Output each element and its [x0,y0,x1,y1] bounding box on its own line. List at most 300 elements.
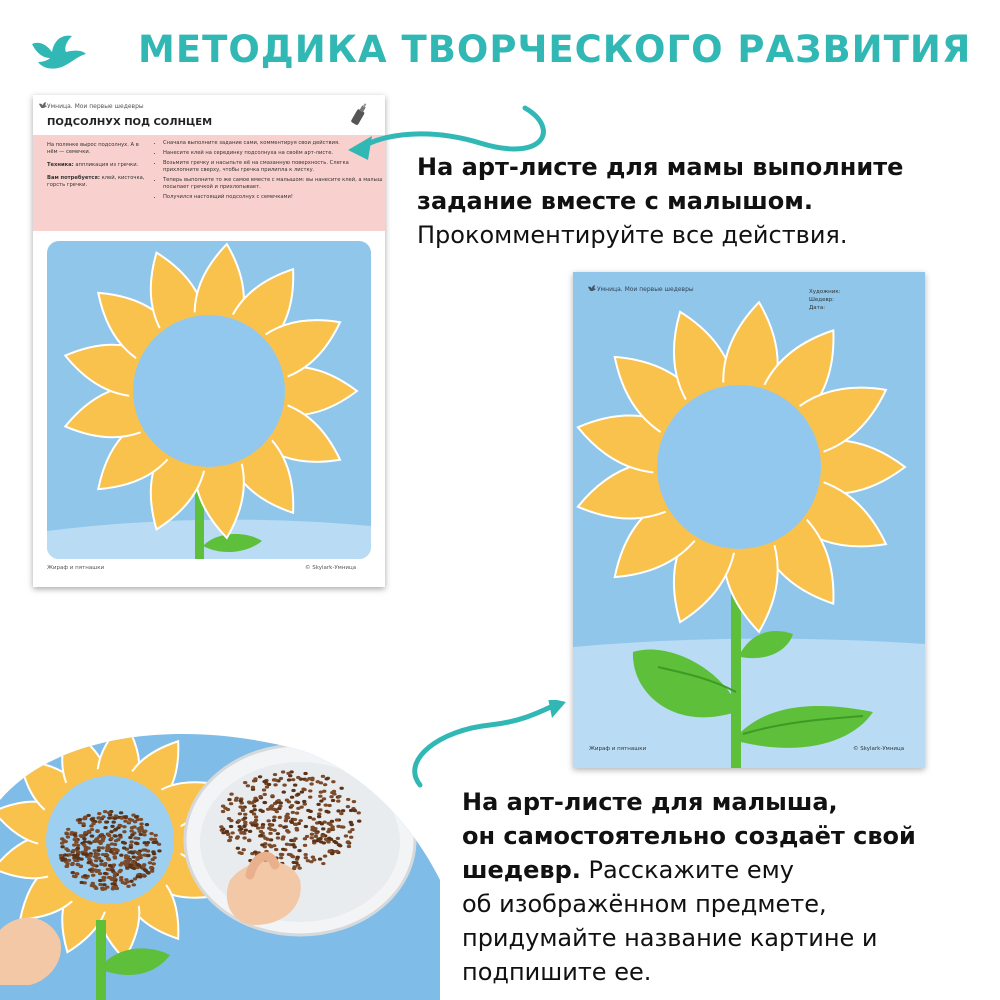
caption-child-line-5: придумайте название картине и [462,924,878,952]
buckwheat-grain [73,859,77,862]
buckwheat-grain [146,854,150,857]
buckwheat-grain [242,825,246,828]
buckwheat-grain [291,811,295,814]
buckwheat-grain [137,852,141,855]
buckwheat-grain [312,839,316,842]
buckwheat-grain [229,802,233,805]
buckwheat-grain [273,783,277,786]
buckwheat-grain [230,831,234,834]
buckwheat-grain [81,822,85,825]
buckwheat-grain [104,853,108,856]
buckwheat-grain [129,846,133,849]
buckwheat-grain [241,809,245,812]
caption-child-bold-2: он самостоятельно создаёт свой [462,822,916,850]
buckwheat-grain [97,857,101,860]
buckwheat-grain [82,817,86,820]
buckwheat-grain [324,803,328,806]
buckwheat-grain [272,819,276,822]
buckwheat-grain [294,823,298,826]
buckwheat-grain [97,869,101,872]
buckwheat-grain [102,836,106,839]
buckwheat-grain [310,836,314,839]
buckwheat-grain [94,838,98,841]
buckwheat-grain [135,875,139,878]
buckwheat-grain [107,816,111,819]
buckwheat-grain [311,855,315,858]
buckwheat-grain [119,879,123,882]
buckwheat-grain [87,858,91,861]
sheet-footer-left: Жираф и пятнашки [47,565,105,571]
buckwheat-grain [113,834,117,837]
buckwheat-grain [293,783,297,786]
buckwheat-grain [278,816,282,819]
buckwheat-grain [139,822,143,825]
buckwheat-grain [329,795,333,798]
buckwheat-grain [290,804,294,807]
buckwheat-grain [61,858,65,861]
buckwheat-grain [344,834,348,837]
buckwheat-grain [243,813,247,816]
buckwheat-grain [130,833,134,836]
buckwheat-grain [117,870,121,873]
buckwheat-grain [310,826,314,829]
brand-bird-icon [39,102,47,109]
buckwheat-grain [145,823,149,826]
buckwheat-grain [82,837,86,840]
buckwheat-grain [285,799,289,802]
buckwheat-grain [267,843,271,846]
buckwheat-grain [289,839,293,842]
buckwheat-grain [303,844,307,847]
buckwheat-grain [272,844,276,847]
buckwheat-grain [90,818,94,821]
buckwheat-grain [87,861,91,864]
buckwheat-grain [335,818,339,821]
buckwheat-grain [254,815,258,818]
buckwheat-grain [105,847,109,850]
buckwheat-grain [347,845,351,848]
buckwheat-grain [109,837,113,840]
buckwheat-grain [238,812,242,815]
buckwheat-grain [73,875,77,878]
caption-mom-normal: Прокомментируйте все действия. [417,221,848,249]
buckwheat-grain [114,848,118,851]
buckwheat-grain [268,806,272,809]
buckwheat-grain [227,798,231,801]
sheet-title: ПОДСОЛНУХ ПОД СОЛНЦЕМ [47,117,213,128]
buckwheat-grain [98,883,102,886]
buckwheat-grain [263,837,267,840]
buckwheat-grain [119,811,123,814]
buckwheat-grain [239,799,243,802]
buckwheat-grain [253,821,257,824]
masterpiece-label: Шедевр: [809,297,835,303]
sheet-footer-left: Жираф и пятнашки [589,746,647,752]
buckwheat-grain [152,862,156,865]
buckwheat-grain [141,865,145,868]
buckwheat-grain [285,813,289,816]
buckwheat-grain [247,839,251,842]
buckwheat-grain [141,848,145,851]
buckwheat-grain [260,826,264,829]
buckwheat-grain [291,855,295,858]
buckwheat-grain [90,863,94,866]
buckwheat-grain [328,849,332,852]
buckwheat-grain [278,805,282,808]
buckwheat-grain [276,836,280,839]
buckwheat-grain [338,844,342,847]
buckwheat-grain [284,817,288,820]
buckwheat-grain [329,838,333,841]
activity-photo [0,730,440,1000]
buckwheat-grain [229,825,233,828]
buckwheat-grain [353,809,357,812]
buckwheat-grain [346,840,350,843]
buckwheat-grain [83,840,87,843]
buckwheat-grain [110,842,114,845]
buckwheat-grain [269,824,273,827]
buckwheat-grain [294,827,298,830]
bird-logo-icon [30,32,88,76]
buckwheat-grain [357,811,361,814]
page-title: МЕТОДИКА ТВОРЧЕСКОГО РАЗВИТИЯ [138,28,972,71]
buckwheat-grain [275,810,279,813]
buckwheat-grain [72,854,76,857]
buckwheat-grain [327,804,331,807]
buckwheat-grain [153,834,157,837]
buckwheat-grain [318,857,322,860]
buckwheat-grain [317,815,321,818]
buckwheat-grain [130,819,134,822]
buckwheat-grain [286,772,290,775]
caption-child [462,785,982,989]
date-label: Дата: [809,305,826,311]
buckwheat-grain [130,826,134,829]
buckwheat-grain [98,879,102,882]
buckwheat-grain [272,816,276,819]
buckwheat-grain [292,861,296,864]
buckwheat-grain [76,844,80,847]
buckwheat-grain [242,836,246,839]
buckwheat-grain [258,795,262,798]
buckwheat-grain [295,856,299,859]
buckwheat-grain [129,840,133,843]
buckwheat-grain [296,801,300,804]
caption-child-line-3: шедевр. Расскажите ему [462,856,794,884]
buckwheat-grain [252,812,256,815]
buckwheat-grain [74,841,78,844]
buckwheat-grain [262,788,266,791]
buckwheat-grain [134,841,138,844]
buckwheat-grain [235,837,239,840]
buckwheat-grain [105,886,109,889]
buckwheat-grain [274,848,278,851]
buckwheat-grain [129,880,133,883]
buckwheat-grain [325,777,329,780]
buckwheat-grain [152,856,156,859]
buckwheat-grain [146,871,150,874]
buckwheat-grain [256,826,260,829]
buckwheat-grain [297,849,301,852]
buckwheat-grain [76,850,80,853]
buckwheat-grain [237,825,241,828]
buckwheat-grain [110,868,114,871]
buckwheat-grain [268,832,272,835]
buckwheat-grain [60,845,64,848]
buckwheat-grain [357,820,361,823]
buckwheat-grain [293,818,297,821]
caption-mom-bold-1: На арт-листе для мамы выполните [417,153,904,181]
buckwheat-grain [113,817,117,820]
buckwheat-grain [323,783,327,786]
buckwheat-grain [282,790,286,793]
buckwheat-grain [290,796,294,799]
buckwheat-grain [276,832,280,835]
buckwheat-grain [226,833,230,836]
buckwheat-grain [112,877,116,880]
buckwheat-grain [335,850,339,853]
buckwheat-grain [310,833,314,836]
buckwheat-grain [236,847,240,850]
sheet-footer-right: © Skylark-Умница [305,565,357,571]
buckwheat-grain [287,778,291,781]
buckwheat-grain [319,791,323,794]
buckwheat-grain [146,841,150,844]
buckwheat-grain [321,862,325,865]
buckwheat-grain [243,816,247,819]
buckwheat-grain [119,854,123,857]
sheet-brand: Умница. Мои первые шедевры [47,103,144,110]
buckwheat-grain [125,880,129,883]
buckwheat-grain [323,855,327,858]
buckwheat-grain [302,800,306,803]
buckwheat-grain [308,796,312,799]
buckwheat-grain [227,817,231,820]
buckwheat-grain [229,793,233,796]
buckwheat-grain [319,799,323,802]
buckwheat-grain [100,839,104,842]
buckwheat-grain [279,856,283,859]
buckwheat-grain [97,820,101,823]
buckwheat-grain [296,793,300,796]
buckwheat-grain [112,820,116,823]
buckwheat-grain [251,823,255,826]
buckwheat-grain [157,849,161,852]
buckwheat-grain [273,773,277,776]
buckwheat-grain [112,886,116,889]
buckwheat-grain [118,834,122,837]
buckwheat-grain [318,795,322,798]
buckwheat-grain [293,837,297,840]
buckwheat-grain [280,853,284,856]
buckwheat-grain [324,810,328,813]
buckwheat-grain [304,856,308,859]
caption-child-bold-1: На арт-листе для малыша, [462,788,838,816]
buckwheat-grain [279,777,283,780]
step-item: • Получился настоящий подсолнух с семечками! [163,194,383,201]
buckwheat-grain [59,854,63,857]
buckwheat-grain [93,849,97,852]
mom-sunflower-illustration [47,241,371,559]
buckwheat-grain [321,775,325,778]
buckwheat-grain [304,825,308,828]
signature-fields [809,288,841,312]
buckwheat-grain [122,830,126,833]
buckwheat-grain [242,848,246,851]
buckwheat-grain [71,871,75,874]
buckwheat-grain [86,847,90,850]
caption-child-line-6: подпишите ее. [462,958,652,986]
buckwheat-grain [129,829,133,832]
buckwheat-grain [97,812,101,815]
buckwheat-grain [300,790,304,793]
buckwheat-grain [149,832,153,835]
buckwheat-grain [328,823,332,826]
caption-child-line-4: об изображённом предмете, [462,890,827,918]
buckwheat-grain [314,832,318,835]
step-item: • Нанесите клей на серединку подсолнуха на своём арт-листе. [163,150,383,157]
artist-label: Художник: [809,289,841,295]
buckwheat-grain [295,812,299,815]
buckwheat-grain [106,857,110,860]
buckwheat-grain [105,820,109,823]
buckwheat-grain [252,779,256,782]
buckwheat-grain [103,810,107,813]
buckwheat-grain [98,817,102,820]
buckwheat-grain [76,847,80,850]
buckwheat-grain [122,846,126,849]
buckwheat-grain [71,849,75,852]
buckwheat-grain [110,825,114,828]
buckwheat-grain [102,876,106,879]
buckwheat-grain [153,838,157,841]
buckwheat-grain [107,811,111,814]
buckwheat-grain [266,819,270,822]
buckwheat-grain [97,846,101,849]
buckwheat-grain [60,837,64,840]
buckwheat-grain [308,816,312,819]
buckwheat-grain [114,839,118,842]
buckwheat-grain [131,861,135,864]
buckwheat-grain [330,852,334,855]
buckwheat-grain [108,864,112,867]
buckwheat-grain [265,785,269,788]
buckwheat-grain [281,848,285,851]
buckwheat-grain [291,789,295,792]
intro-text: На полянке вырос подсолнух. А в нём — семечки. [47,142,139,155]
buckwheat-grain [258,775,262,778]
buckwheat-grain [91,822,95,825]
buckwheat-grain [100,846,104,849]
buckwheat-grain [251,786,255,789]
buckwheat-grain [157,843,161,846]
buckwheat-grain [253,808,257,811]
sheet-brand: Умница. Мои первые шедевры [597,286,694,293]
buckwheat-grain [103,864,107,867]
buckwheat-grain [327,828,331,831]
buckwheat-grain [291,843,295,846]
buckwheat-grain [336,837,340,840]
buckwheat-grain [285,829,289,832]
buckwheat-grain [118,863,122,866]
buckwheat-grain [259,830,263,833]
caption-mom [417,150,977,252]
buckwheat-grain [60,842,64,845]
buckwheat-grain [94,887,98,890]
buckwheat-grain [263,793,267,796]
buckwheat-grain [102,883,106,886]
buckwheat-grain [239,831,243,834]
buckwheat-grain [259,834,263,837]
buckwheat-grain [296,807,300,810]
buckwheat-grain [309,782,313,785]
buckwheat-grain [244,828,248,831]
buckwheat-grain [146,849,150,852]
buckwheat-grain [308,810,312,813]
buckwheat-grain [64,847,68,850]
buckwheat-grain [267,827,271,830]
buckwheat-grain [123,816,127,819]
buckwheat-grain [297,867,301,870]
buckwheat-grain [100,888,104,891]
buckwheat-grain [80,881,84,884]
buckwheat-grain [150,870,154,873]
buckwheat-grain [260,810,264,813]
buckwheat-grain [253,850,257,853]
buckwheat-grain [253,797,257,800]
buckwheat-grain [278,824,282,827]
buckwheat-grain [131,851,135,854]
buckwheat-grain [321,827,325,830]
buckwheat-grain [346,805,350,808]
buckwheat-grain [64,865,68,868]
buckwheat-grain [221,804,225,807]
buckwheat-grain [132,855,136,858]
buckwheat-grain [79,858,83,861]
child-sunflower-illustration [573,272,925,768]
buckwheat-grain [124,854,128,857]
buckwheat-grain [66,828,70,831]
buckwheat-grain [64,831,68,834]
buckwheat-grain [260,843,264,846]
buckwheat-grain [90,834,94,837]
buckwheat-grain [78,818,82,821]
buckwheat-grain [337,795,341,798]
buckwheat-grain [122,825,126,828]
buckwheat-grain [133,836,137,839]
buckwheat-grain [336,800,340,803]
buckwheat-grain [296,776,300,779]
buckwheat-grain [291,778,295,781]
buckwheat-grain [88,841,92,844]
buckwheat-grain [139,833,143,836]
buckwheat-grain [303,837,307,840]
step-item: • Сначала выполните задание сами, комментируя свои действия. [163,140,383,147]
buckwheat-grain [352,800,356,803]
buckwheat-grain [112,863,116,866]
buckwheat-grain [237,819,241,822]
buckwheat-grain [282,826,286,829]
buckwheat-grain [248,830,252,833]
buckwheat-grain [270,794,274,797]
buckwheat-grain [339,787,343,790]
buckwheat-grain [132,883,136,886]
step-item: • Теперь выполните то же самое вместе с малышом: вы нанесите клей, а малыш посыпает гречкой и прихлопывает. [163,177,383,191]
buckwheat-grain [94,859,98,862]
buckwheat-grain [247,801,251,804]
buckwheat-grain [279,801,283,804]
buckwheat-grain [87,830,91,833]
